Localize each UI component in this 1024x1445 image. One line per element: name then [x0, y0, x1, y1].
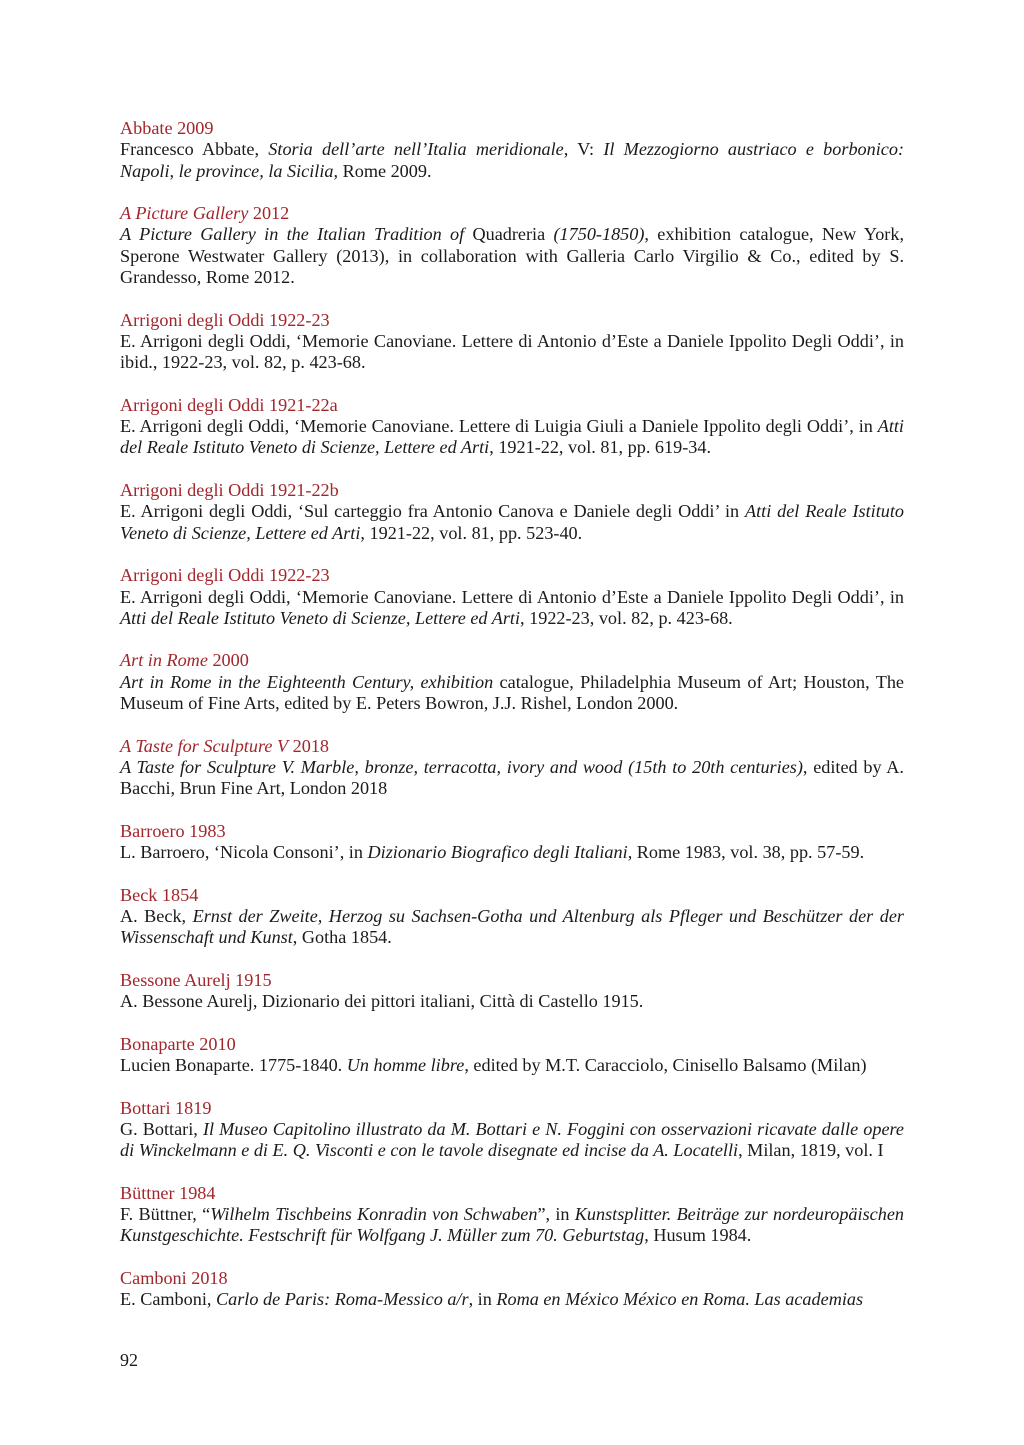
citation-text-run: Dizionario Biografico degli Italiani: [367, 842, 628, 863]
heading-text-run: Bottari 1819: [120, 1097, 212, 1118]
citation-text-run: Quadreria: [464, 224, 554, 245]
citation-text-run: Roma en México México en Roma. Las academias: [496, 1289, 864, 1310]
citation-text-run: Il Mezzogiorno austriaco e borbonico: Napoli, le province, la Sicilia: [120, 139, 905, 181]
entry-heading: [120, 970, 904, 991]
page-number: 92: [120, 1350, 138, 1370]
entry-heading: [120, 821, 904, 842]
citation-text-run: Atti del Reale Istituto Veneto di Scienze, Lettere ed Arti: [120, 416, 904, 458]
entry-heading: [120, 1183, 904, 1204]
entry-citation: [120, 906, 904, 949]
citation-text-run: A Picture Gallery in the Italian Tradition of: [120, 224, 465, 245]
citation-text-run: ”, in: [537, 1204, 575, 1225]
entry-citation: [120, 757, 904, 800]
bibliography-entry: [120, 885, 904, 949]
entry-heading: [120, 650, 904, 671]
citation-text-run: Atti del Reale Istituto Veneto di Scienze, Lettere ed Arti: [120, 501, 904, 543]
entry-heading: [120, 395, 904, 416]
entry-citation: [120, 672, 904, 715]
heading-text-run: 2012: [248, 203, 290, 224]
heading-text-run: Barroero 1983: [120, 820, 226, 841]
heading-text-run: A Picture Gallery: [120, 203, 249, 224]
entry-heading: [120, 118, 904, 139]
entry-citation: [120, 1289, 904, 1310]
citation-text-run: , Gotha 1854.: [292, 927, 392, 948]
entry-citation: [120, 842, 904, 863]
heading-text-run: 2018: [288, 735, 329, 756]
entry-citation: [120, 1055, 904, 1076]
citation-text-run: , exhibition catalogue, New York, Sperone Westwater Gallery (2013), in collaboration with Galleria Carlo Virgilio & Co., edited by S. Grandesso, Rome 2012.: [120, 224, 904, 288]
citation-text-run: Ernst der Zweite, Herzog su Sachsen-Gotha und Altenburg als Pfleger und Beschützer der der Wissenschaft und Kunst: [120, 905, 904, 948]
citation-text-run: Francesco Abbate,: [120, 139, 269, 160]
citation-text-run: A Taste for Sculpture V. Marble, bronze, terracotta, ivory and wood (15th to 20th centuries): [120, 756, 803, 777]
citation-text-run: Art in Rome in the Eighteenth Century, exhibition: [120, 671, 494, 692]
citation-text-run: , 1921-22, vol. 81, pp. 523-40.: [360, 522, 583, 543]
bibliography-entry: [120, 480, 904, 544]
heading-text-run: Arrigoni degli Oddi 1921-22a: [120, 394, 338, 415]
bibliography-entry: [120, 203, 904, 288]
citation-text-run: , Milan, 1819, vol. I: [738, 1140, 884, 1161]
entry-heading: [120, 565, 904, 586]
heading-text-run: Bonaparte 2010: [120, 1033, 236, 1054]
citation-text-run: F. Büttner, “: [120, 1204, 211, 1225]
bibliography-entry: [120, 310, 904, 374]
citation-text-run: , edited by A. Bacchi, Brun Fine Art, London 2018: [120, 756, 904, 799]
entry-heading: [120, 1098, 904, 1119]
heading-text-run: 2000: [207, 650, 249, 671]
entry-heading: [120, 736, 904, 757]
heading-text-run: Büttner 1984: [120, 1182, 216, 1203]
heading-text-run: A Taste for Sculpture V: [120, 735, 289, 756]
citation-text-run: Carlo de Paris: Roma-Messico a/r: [215, 1289, 469, 1310]
citation-text-run: L. Barroero, ‘Nicola Consoni’, in: [120, 842, 368, 863]
entry-citation: [120, 416, 904, 459]
heading-text-run: Camboni 2018: [120, 1268, 228, 1289]
citation-text-run: Storia dell’arte nell’Italia meridionale: [268, 139, 564, 160]
citation-text-run: Wilhelm Tischbeins Konradin von Schwaben: [210, 1204, 538, 1225]
citation-text-run: catalogue, Philadelphia Museum of Art; Houston, The Museum of Fine Arts, edited by E. Peters Bowron, J.J. Rishel, London 2000.: [120, 671, 904, 714]
bibliography-entry: [120, 1268, 904, 1311]
heading-text-run: Bessone Aurelj 1915: [120, 969, 272, 990]
heading-text-run: Arrigoni degli Oddi 1921-22b: [120, 480, 339, 501]
citation-text-run: Kunstsplitter. Beiträge zur nordeuropäischen Kunstgeschichte. Festschrift für Wolfgang J. Müller zum 70. Geburtstag: [120, 1204, 904, 1246]
entry-citation: [120, 587, 904, 630]
entry-heading: [120, 1034, 904, 1055]
bibliography-entry: [120, 1098, 904, 1162]
citation-text-run: E. Arrigoni degli Oddi, ‘Memorie Canoviane. Lettere di Antonio d’Este a Daniele Ippolito Degli Oddi’, in: [120, 586, 904, 607]
entry-citation: [120, 139, 904, 182]
bibliography-page: [120, 118, 904, 1332]
bibliography-entry: [120, 395, 904, 459]
citation-text-run: , Rome 2009.: [333, 160, 432, 181]
citation-text-run: E. Arrigoni degli Oddi, ‘Memorie Canoviane. Lettere di Antonio d’Este a Daniele Ippolito Degli Oddi’, in ibid., 1922-23, vol. 82, p. 423-68.: [120, 330, 904, 373]
citation-text-run: , 1922-23, vol. 82, p. 423-68.: [520, 607, 733, 628]
citation-text-run: , Husum 1984.: [644, 1225, 752, 1246]
citation-text-run: Atti del Reale Istituto Veneto di Scienze, Lettere ed Arti: [120, 607, 521, 628]
citation-text-run: , edited by M.T. Caracciolo, Cinisello Balsamo (Milan): [464, 1055, 867, 1076]
bibliography-entry: [120, 1183, 904, 1247]
entry-heading: [120, 1268, 904, 1289]
citation-text-run: Il Museo Capitolino illustrato da M. Bottari e N. Foggini con osservazioni ricavate dalle opere di Winckelmann e di E. Q. Visconti e con le tavole disegnate ed incise da A. Locatelli: [120, 1118, 904, 1161]
citation-text-run: , in: [468, 1289, 497, 1310]
entry-heading: [120, 203, 904, 224]
citation-text-run: E. Arrigoni degli Oddi, ‘Memorie Canoviane. Lettere di Luigia Giuli a Daniele Ippolito degli Oddi’, in: [120, 416, 878, 437]
heading-text-run: Beck 1854: [120, 884, 199, 905]
heading-text-run: Arrigoni degli Oddi 1922-23: [120, 565, 330, 586]
citation-text-run: A. Bessone Aurelj, Dizionario dei pittori italiani, Città di Castello 1915.: [120, 991, 644, 1012]
citation-text-run: Lucien Bonaparte. 1775-1840.: [120, 1055, 347, 1076]
citation-text-run: E. Arrigoni degli Oddi, ‘Sul carteggio fra Antonio Canova e Daniele degli Oddi’ in: [120, 501, 746, 522]
entry-citation: [120, 501, 904, 544]
citation-text-run: (1750-1850): [553, 224, 645, 245]
heading-text-run: Art in Rome: [120, 650, 208, 671]
citation-text-run: G. Bottari,: [120, 1118, 203, 1139]
heading-text-run: Abbate 2009: [120, 118, 214, 138]
citation-text-run: , 1921-22, vol. 81, pp. 619-34.: [489, 437, 711, 458]
citation-text-run: , V:: [563, 139, 604, 160]
citation-text-run: , Rome 1983, vol. 38, pp. 57-59.: [627, 842, 865, 863]
citation-text-run: A. Beck,: [120, 905, 193, 926]
entry-citation: [120, 331, 904, 374]
bibliography-entry: [120, 650, 904, 714]
bibliography-entry: [120, 970, 904, 1013]
bibliography-entry: [120, 736, 904, 800]
heading-text-run: Arrigoni degli Oddi 1922-23: [120, 309, 330, 330]
entry-heading: [120, 480, 904, 501]
entry-heading: [120, 310, 904, 331]
entry-heading: [120, 885, 904, 906]
bibliography-entry: [120, 1034, 904, 1077]
entry-citation: [120, 991, 904, 1012]
citation-text-run: Un homme libre: [346, 1055, 465, 1076]
bibliography-entry: [120, 821, 904, 864]
citation-text-run: E. Camboni,: [120, 1289, 216, 1310]
bibliography-entry: [120, 118, 904, 182]
entry-citation: [120, 1119, 904, 1162]
entry-citation: [120, 1204, 904, 1247]
entry-citation: [120, 224, 904, 288]
bibliography-entry: [120, 565, 904, 629]
